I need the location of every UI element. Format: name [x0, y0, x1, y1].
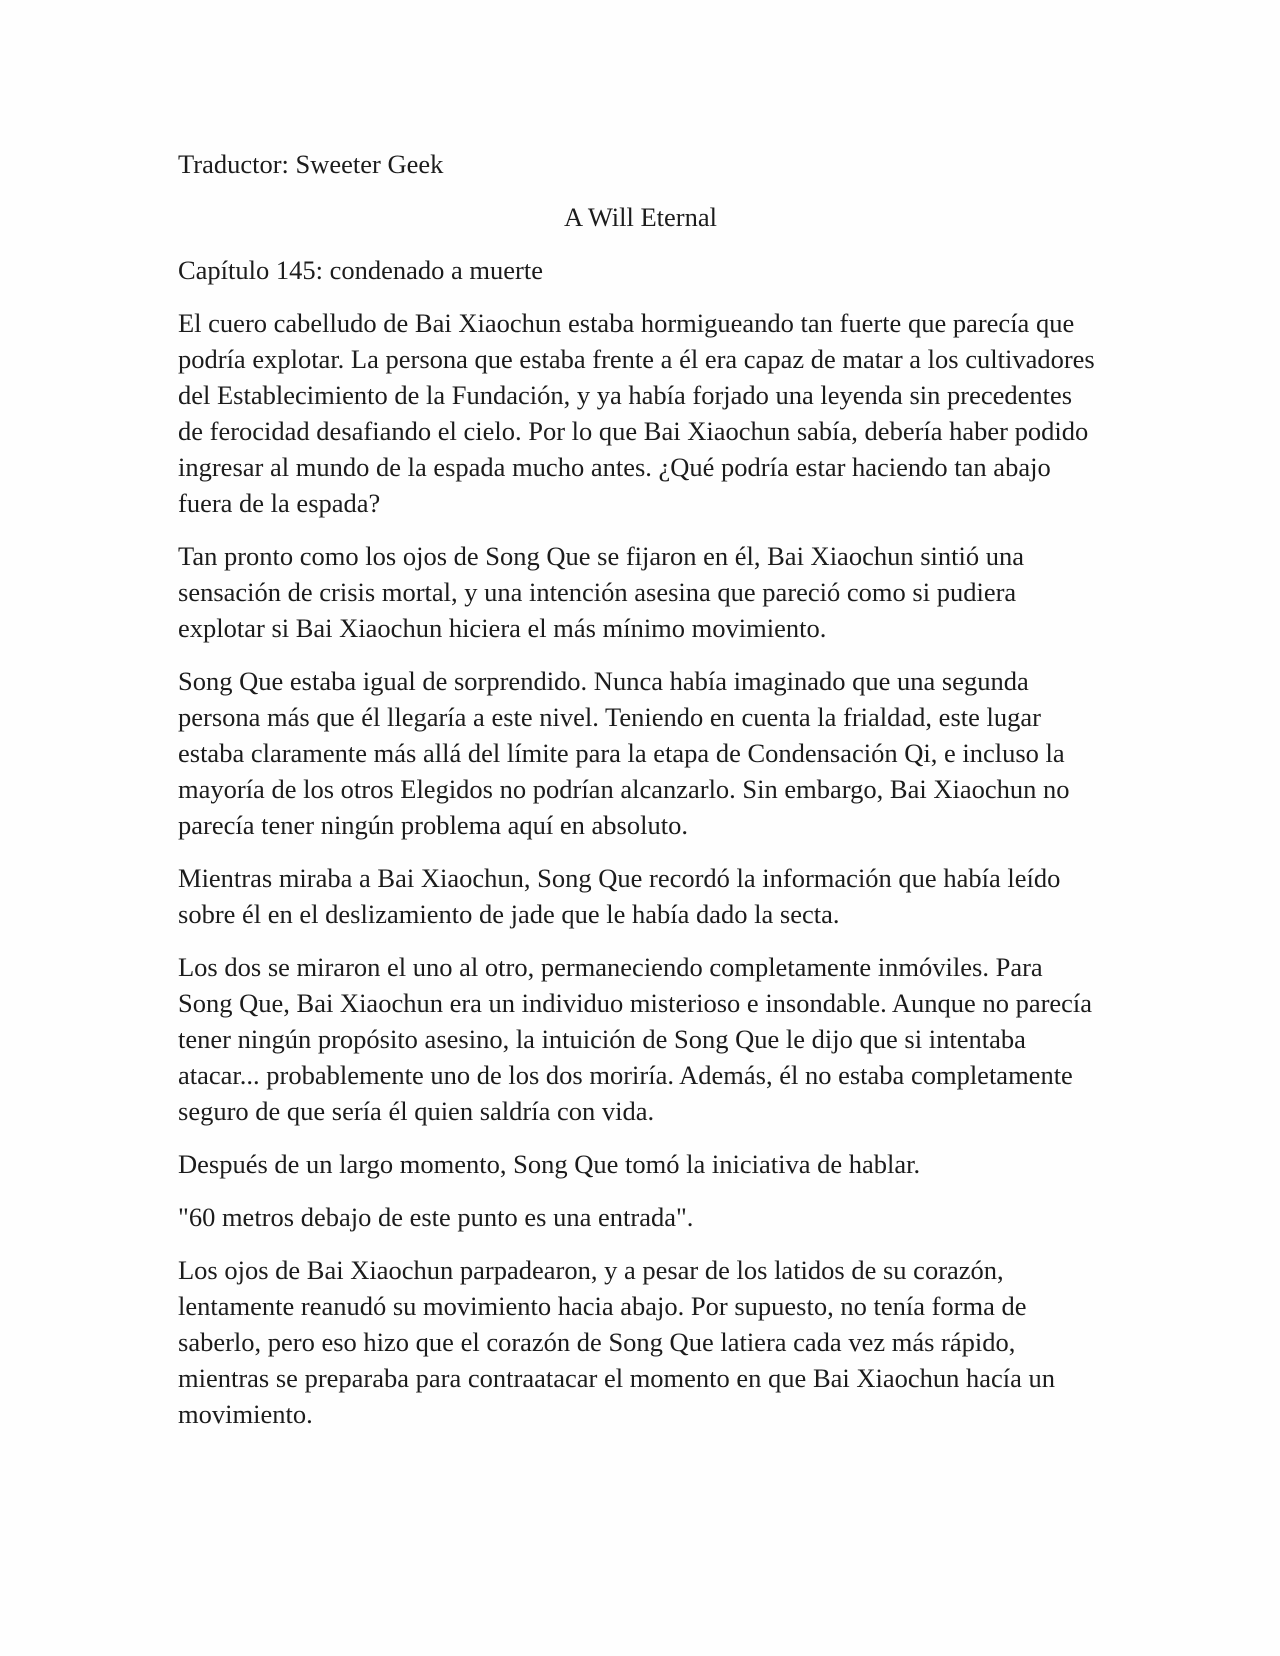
book-title: A Will Eternal: [564, 202, 717, 232]
paragraph: Tan pronto como los ojos de Song Que se fijaron en él, Bai Xiaochun sintió una sensación de crisis mortal, y una intención asesina que pareció como si pudiera explotar si Bai Xiaochun hiciera el más mínimo movimiento.: [178, 541, 1024, 643]
translator-credit: Traductor: Sweeter Geek: [178, 149, 444, 179]
chapter-heading: Capítulo 145: condenado a muerte: [178, 255, 544, 285]
paragraph: Mientras miraba a Bai Xiaochun, Song Que recordó la información que había leído sobre él en el deslizamiento de jade que le había dado la secta.: [178, 863, 1061, 929]
paragraph: Song Que estaba igual de sorprendido. Nunca había imaginado que una segunda persona más que él llegaría a este nivel. Teniendo en cuenta la frialdad, este lugar estaba claramente más allá del límite para la etapa de Condensación Qi, e incluso la mayoría de los otros Elegidos no podrían alcanzarlo. Sin embargo, Bai Xiaochun no parecía tener ningún problema aquí en absoluto.: [178, 666, 1070, 840]
paragraph: Los dos se miraron el uno al otro, permaneciendo completamente inmóviles. Para Song Que, Bai Xiaochun era un individuo misterioso e insondable. Aunque no parecía tener ningún propósito asesino, la intuición de Song Que le dijo que si intentaba atacar... probablemente uno de los dos moriría. Además, él no estaba completamente seguro de que sería él quien saldría con vida.: [178, 952, 1093, 1126]
dialogue-paragraph: "60 metros debajo de este punto es una entrada".: [178, 1202, 694, 1232]
document-body: [178, 146, 1103, 1449]
paragraph: El cuero cabelludo de Bai Xiaochun estaba hormigueando tan fuerte que parecía que podría explotar. La persona que estaba frente a él era capaz de matar a los cultivadores del Establecimiento de la Fundación, y ya había forjado una leyenda sin precedentes de ferocidad desafiando el cielo. Por lo que Bai Xiaochun sabía, debería haber podido ingresar al mundo de la espada mucho antes. ¿Qué podría estar haciendo tan abajo fuera de la espada?: [178, 308, 1095, 518]
paragraph: Después de un largo momento, Song Que tomó la iniciativa de hablar.: [178, 1149, 921, 1179]
paragraph: Los ojos de Bai Xiaochun parpadearon, y a pesar de los latidos de su corazón, lentamente reanudó su movimiento hacia abajo. Por supuesto, no tenía forma de saberlo, pero eso hizo que el corazón de Song Que latiera cada vez más rápido, mientras se preparaba para contraatacar el momento en que Bai Xiaochun hacía un movimiento.: [178, 1255, 1056, 1429]
